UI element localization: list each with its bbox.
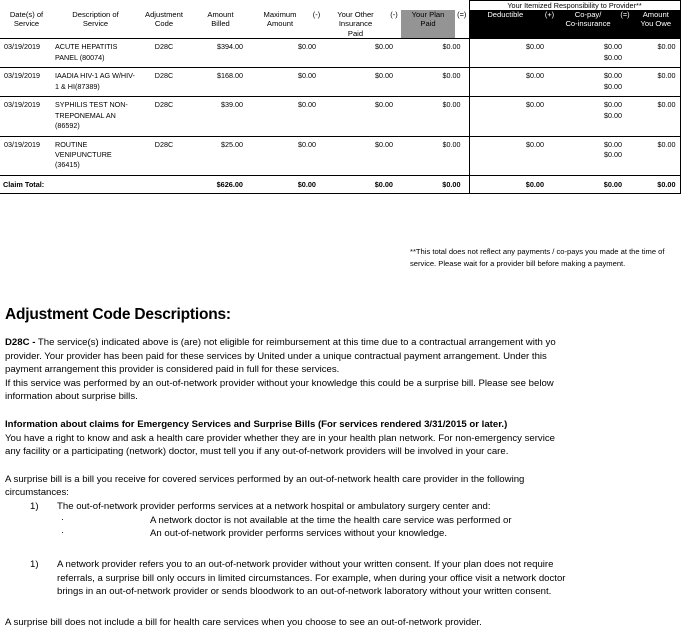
surprise-bills-paragraph1-line2: any facility or a participating (network) doctor, must tell you if any out-of-network providers will be involved in your care. — [5, 446, 509, 458]
header-line2: Paid — [420, 19, 436, 29]
table-row — [0, 68, 680, 97]
copay-line1: $0.00 — [604, 139, 623, 149]
header-line1: Co-pay/ — [574, 10, 602, 19]
claim-table-header-row — [0, 10, 680, 38]
cell-description-of-service: SYPHILIS TEST NON-TREPONEMAL AN (86592) — [53, 97, 138, 136]
list-item-line3: brings in an out-of-network provider or sends bloodwork to an out-of-network laboratory without your written consent. — [57, 586, 552, 598]
copay-line2: $0.00 — [604, 110, 623, 120]
cell-date-of-service: 03/19/2019 — [0, 136, 53, 175]
adjustment-code-paragraph-line4: If this service was performed by an out-of-network provider without your knowledge this could be a surprise bill. Please see below — [5, 377, 554, 389]
surprise-bill-circumstances-list-1 — [5, 500, 690, 514]
list-item-number: 1) — [30, 558, 39, 570]
cell-amount-billed: $394.00 — [190, 39, 251, 68]
list-item-line2: referrals, a surprise bill only occurs in limited circumstances. For example, when during your office visit a network doctor — [57, 572, 566, 584]
column-header-maximum-amount — [251, 10, 309, 38]
header-line3: Paid — [347, 28, 364, 38]
operator-minus-maximum-amount: (-) — [309, 10, 324, 38]
spacer — [5, 541, 690, 558]
group-header-spacer — [0, 1, 469, 11]
cell-copay-coinsurance — [558, 68, 632, 97]
header-line2: Code — [154, 19, 174, 29]
table-row — [0, 136, 680, 175]
cell-copay-coinsurance — [558, 136, 632, 175]
header-line1: Amount — [207, 10, 234, 19]
header-line2: You Owe — [640, 19, 672, 29]
list-item-line1: A network provider refers you to an out-of-network provider without your written consent. If your plan does not require — [57, 558, 554, 570]
cell-amount-you-owe: $0.00 — [632, 68, 680, 97]
cell-amount-billed: $168.00 — [190, 68, 251, 97]
header-line1: Date(s) of — [9, 10, 44, 19]
cell-description-of-service: ROUTINE VENIPUNCTURE (36415) — [53, 136, 138, 175]
surprise-bill-circumstances-list-2 — [5, 558, 690, 599]
cell-maximum-amount: $0.00 — [251, 97, 324, 136]
adjustment-code-paragraph-line1 — [5, 336, 690, 350]
cell-plan-paid: $0.00 — [401, 97, 469, 136]
cell-other-insurance-paid: $0.00 — [324, 68, 401, 97]
surprise-bill-closing-statement: A surprise bill does not include a bill for health care services when you choose to see an out-of-network provider. — [5, 616, 482, 628]
cell-other-insurance-paid: $0.00 — [324, 97, 401, 136]
header-line1: Adjustment — [145, 10, 183, 19]
header-line2: Insurance — [338, 19, 373, 29]
cell-other-insurance-paid: $0.00 — [324, 39, 401, 68]
header-line1: Your Plan — [411, 10, 445, 19]
cell-amount-billed: $25.00 — [190, 136, 251, 175]
column-header-description-of-service — [53, 10, 138, 38]
cell-amount-you-owe: $0.00 — [632, 97, 680, 136]
column-header-amount-you-owe — [632, 10, 680, 38]
claim-table-container — [0, 0, 676, 194]
surprise-bills-paragraph2-line1: A surprise bill is a bill you receive for covered services performed by an out-of-network health care provider in the following — [5, 473, 525, 485]
list-item — [5, 514, 690, 528]
cell-copay-coinsurance — [558, 39, 632, 68]
column-header-amount-billed — [190, 10, 251, 38]
header-line2: Amount — [266, 19, 294, 29]
column-header-copay-coinsurance — [558, 10, 618, 38]
column-header-your-plan-paid — [401, 10, 455, 38]
column-header-deductible — [469, 10, 541, 38]
cell-maximum-amount: $0.00 — [251, 136, 324, 175]
total-deductible: $0.00 — [469, 175, 558, 193]
claim-total-row — [0, 175, 680, 193]
adjustment-code-paragraph-line5: information about surprise bills. — [5, 391, 138, 403]
cell-adjustment-code: D28C — [138, 97, 190, 136]
cell-copay-coinsurance — [558, 97, 632, 136]
document-body — [5, 306, 690, 629]
column-header-date-of-service — [0, 10, 53, 38]
total-maximum-amount: $0.00 — [251, 175, 324, 193]
header-line1: Your Other — [337, 10, 374, 19]
list-item-number: 1) — [30, 501, 39, 513]
surprise-bill-sub-list — [5, 514, 690, 541]
list-item-text: An out-of-network provider performs services without your knowledge. — [150, 528, 448, 540]
cell-adjustment-code: D28C — [138, 68, 190, 97]
header-line2: Service — [82, 19, 109, 29]
bullet-dot-icon: · — [61, 513, 64, 524]
cell-plan-paid: $0.00 — [401, 136, 469, 175]
list-item-text: The out-of-network provider performs services at a network hospital or ambulatory surgery center and: — [57, 501, 491, 513]
header-line1: Amount — [642, 10, 669, 19]
header-line1: Maximum — [263, 10, 297, 19]
surprise-bills-paragraph1-line1: You have a right to know and ask a health care provider whether they are in your health plan network. For non-emergency service — [5, 432, 555, 444]
adjustment-code-paragraph-line3: payment arrangement this provider is considered paid in full for these services. — [5, 364, 340, 376]
copay-line2: $0.00 — [604, 149, 623, 159]
itemized-responsibility-footnote: **This total does not reflect any payments / co-pays you made at the time of service. Please wait for a provider bill before making a payment. — [410, 247, 665, 268]
spacer — [5, 404, 690, 418]
cell-date-of-service: 03/19/2019 — [0, 97, 53, 136]
cell-deductible: $0.00 — [469, 97, 558, 136]
page-title: Adjustment Code Descriptions: — [5, 306, 231, 323]
cell-deductible: $0.00 — [469, 68, 558, 97]
total-copay-coinsurance: $0.00 — [558, 175, 632, 193]
spacer — [5, 599, 690, 616]
total-plan-paid: $0.00 — [401, 175, 469, 193]
cell-description-of-service: ACUTE HEPATITIS PANEL (80074) — [53, 39, 138, 68]
cell-adjustment-code: D28C — [138, 39, 190, 68]
operator-equals-copay: (=) — [618, 10, 632, 38]
cell-amount-you-owe: $0.00 — [632, 39, 680, 68]
cell-date-of-service: 03/19/2019 — [0, 39, 53, 68]
header-line2: Billed — [211, 19, 230, 29]
header-line1: Deductible — [487, 10, 524, 19]
copay-line2: $0.00 — [604, 52, 623, 62]
header-line2: Service — [13, 19, 40, 29]
cell-deductible: $0.00 — [469, 39, 558, 68]
copay-line1: $0.00 — [604, 100, 623, 110]
claim-total-label: Claim Total: — [0, 175, 138, 193]
cell-other-insurance-paid: $0.00 — [324, 136, 401, 175]
cell-deductible: $0.00 — [469, 136, 558, 175]
spacer — [5, 459, 690, 473]
itemized-responsibility-title: Your Itemized Responsibility to Provider** — [469, 1, 680, 11]
claim-table-group-header-row — [0, 1, 680, 11]
header-line1: Description of — [72, 10, 119, 19]
cell-amount-billed: $39.00 — [190, 97, 251, 136]
list-item — [5, 558, 690, 599]
copay-line2: $0.00 — [604, 81, 623, 91]
total-amount-you-owe: $0.00 — [632, 175, 680, 193]
total-spacer-code — [138, 175, 190, 193]
header-line2: Co-insurance — [565, 19, 611, 29]
column-header-your-other-insurance-paid — [324, 10, 387, 38]
cell-description-of-service: IAADIA HIV-1 AG W/HIV-1 & HI(87389) — [53, 68, 138, 97]
claim-table — [0, 0, 681, 194]
operator-plus-deductible: (+) — [541, 10, 558, 38]
cell-maximum-amount: $0.00 — [251, 68, 324, 97]
table-row — [0, 97, 680, 136]
cell-plan-paid: $0.00 — [401, 39, 469, 68]
operator-minus-other-insurance: (-) — [387, 10, 401, 38]
cell-plan-paid: $0.00 — [401, 68, 469, 97]
total-amount-billed: $626.00 — [190, 175, 251, 193]
table-row — [0, 39, 680, 68]
adjustment-code-text: The service(s) indicated above is (are) not eligible for reimbursement at this time due to a contractual arrangement with yo — [37, 337, 556, 348]
list-item-text: A network doctor is not available at the time the health care service was performed or — [150, 514, 512, 526]
cell-maximum-amount: $0.00 — [251, 39, 324, 68]
copay-line1: $0.00 — [604, 42, 623, 52]
column-header-adjustment-code — [138, 10, 190, 38]
bullet-dot-icon: · — [61, 527, 64, 538]
adjustment-code-paragraph-line2: provider. Your provider has been paid for these services by United under a unique contractual payment arrangement. Under this — [5, 350, 547, 362]
adjustment-code-label: D28C - — [5, 337, 36, 348]
list-item — [5, 500, 690, 514]
cell-adjustment-code: D28C — [138, 136, 190, 175]
surprise-bills-paragraph2-line2: circumstances: — [5, 487, 69, 499]
copay-line1: $0.00 — [604, 71, 623, 81]
list-item — [5, 527, 690, 541]
operator-equals-plan-paid: (=) — [455, 10, 469, 38]
total-other-insurance-paid: $0.00 — [324, 175, 401, 193]
cell-date-of-service: 03/19/2019 — [0, 68, 53, 97]
surprise-bills-heading: Information about claims for Emergency Services and Surprise Bills (For services rendered 3/31/2015 or later.) — [5, 419, 508, 431]
cell-amount-you-owe: $0.00 — [632, 136, 680, 175]
